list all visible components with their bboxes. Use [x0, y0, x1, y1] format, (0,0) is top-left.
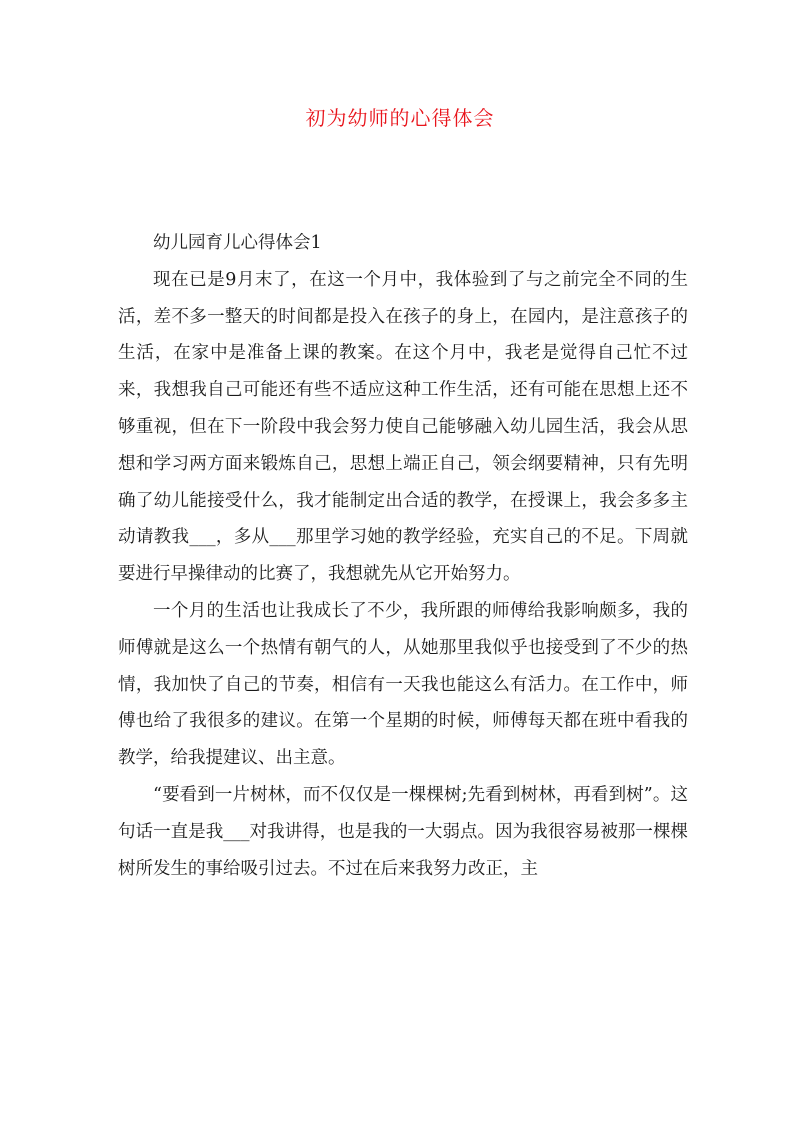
- paragraph: 现在已是9月末了，在这一个月中，我体验到了与之前完全不同的生活，差不多一整天的时间都是投入在孩子的身上，在园内，是注意孩子的生活，在家中是准备上课的教案。在这个月中，我老是觉得自己忙不过来，我想我自己可能还有些不适应这种工作生活，还有可能在思想上还不够重视，但在下一阶段中我会努力使自己能够融入幼儿园生活，我会从思想和学习两方面来锻炼自己，思想上端正自己，领会纲要精神，只有先明确了幼儿能接受什么，我才能制定出合适的教学，在授课上，我会多多主动请教我___，多从___那里学习她的教学经验，充实自己的不足。下周就要进行早操律动的比赛了，我想就先从它开始努力。: [118, 269, 688, 585]
- document-body: [118, 225, 688, 887]
- paragraph: 一个月的生活也让我成长了不少，我所跟的师傅给我影响颇多，我的师傅就是这么一个热情有朝气的人，从她那里我似乎也接受到了不少的热情，我加快了自己的节奏，相信有一天我也能这么有活力。在工作中，师傅也给了我很多的建议。在第一个星期的时候，师傅每天都在班中看我的教学，给我提建议、出主意。: [118, 600, 688, 769]
- paragraph: “要看到一片树林，而不仅仅是一棵棵树;先看到树林，再看到树”。这句话一直是我___对我讲得，也是我的一大弱点。因为我很容易被那一棵棵树所发生的事给吸引过去。不过在后来我努力改正，主: [118, 784, 688, 879]
- document-title: 初为幼师的心得体会: [305, 106, 495, 130]
- section-subtitle: 幼儿园育儿心得体会1: [153, 233, 322, 253]
